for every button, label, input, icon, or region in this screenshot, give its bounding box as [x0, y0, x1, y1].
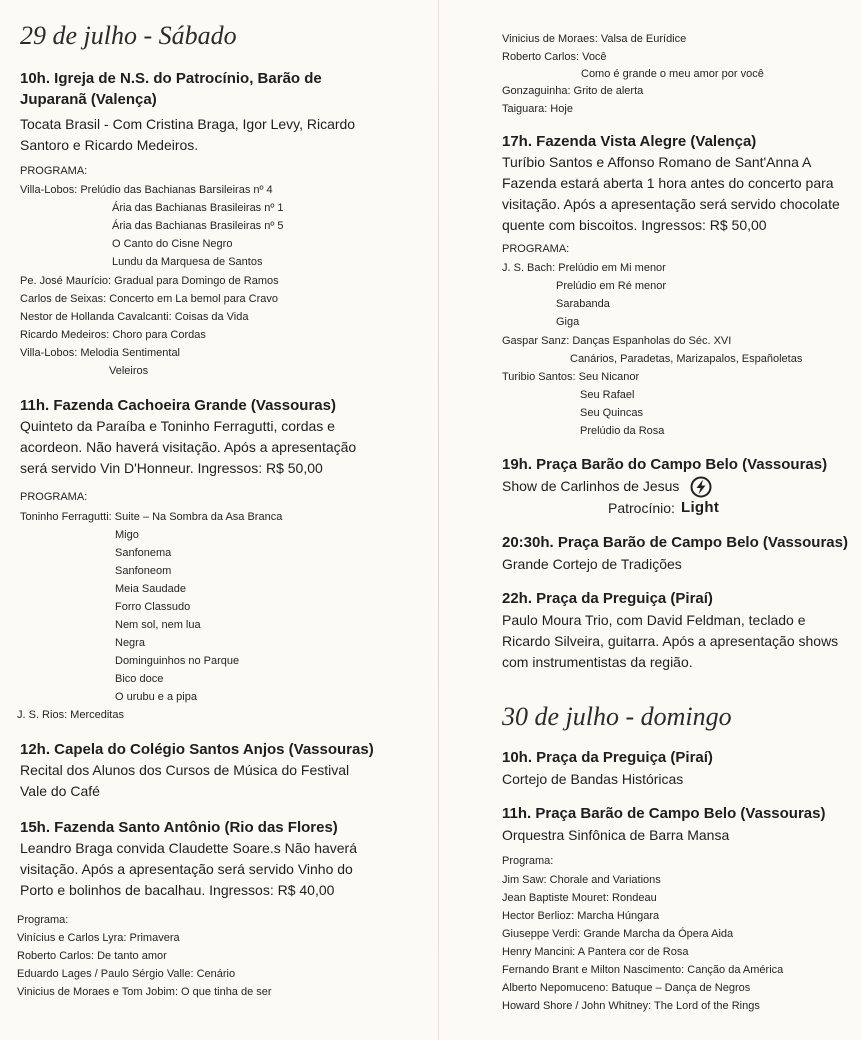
program-item: Villa-Lobos: Melodia Sentimental	[20, 347, 180, 359]
event-title: 11h. Fazenda Cachoeira Grande (Vassouras)	[20, 397, 336, 414]
event-description: Orquestra Sinfônica de Barra Mansa	[502, 827, 730, 843]
event-title: 10h. Igreja de N.S. do Patrocínio, Barão de Juparanã (Valença)	[20, 70, 322, 108]
program-item: Seu Quincas	[580, 407, 643, 419]
event-description: Quinteto da Paraíba e Toninho Ferragutti, cordas e acordeon. Não haverá visitação. Após a apresentação será servido Vin D'Honneur. Ingressos: R$ 50,00	[20, 418, 357, 476]
program-item: Veleiros	[109, 365, 149, 377]
program-item: J. S. Rios: Merceditas	[17, 709, 124, 721]
program-item: Sanfoneom	[115, 565, 172, 577]
program-item: Giuseppe Verdi: Grande Marcha da Ópera Aida	[502, 928, 734, 940]
program-label: Programa:	[17, 914, 69, 926]
program-item: Negra	[115, 637, 145, 649]
program-item: Bico doce	[115, 673, 164, 685]
event-description: Paulo Moura Trio, com David Feldman, teclado e Ricardo Silveira, guitarra. Após a apresentação shows com instrumentistas da região.	[502, 612, 839, 670]
day-title-july-30: 30 de julho - domingo	[502, 702, 732, 731]
event-title: 10h. Praça da Preguiça (Piraí)	[502, 749, 713, 766]
event-description: Recital dos Alunos dos Cursos de Música do Festival Vale do Café	[20, 762, 350, 799]
program-item: Lundu da Marquesa de Santos	[112, 256, 263, 268]
program-label: PROGRAMA:	[20, 491, 88, 503]
program-item: O Canto do Cisne Negro	[112, 238, 233, 250]
event-title: 22h. Praça da Preguiça (Piraí)	[502, 590, 713, 607]
program-item: Meia Saudade	[115, 583, 186, 595]
program-item: Canários, Paradetas, Marizapalos, Españoletas	[570, 353, 803, 365]
program-item: Sanfonema	[115, 547, 172, 559]
event-description: Grande Cortejo de Tradições	[502, 556, 682, 572]
event-description: Turíbio Santos e Affonso Romano de Sant'Anna A Fazenda estará aberta 1 hora antes do concerto para visitação. Após a apresentação será servido chocolate quente com biscoitos. Ingressos: R$ 50,00	[502, 154, 840, 233]
light-bolt-icon	[690, 476, 712, 498]
event-title: 17h. Fazenda Vista Alegre (Valença)	[502, 133, 757, 150]
event-description: Show de Carlinhos de Jesus	[502, 478, 680, 494]
event-description: Cortejo de Bandas Históricas	[502, 771, 684, 787]
program-item: Giga	[556, 316, 580, 328]
program-item: Ária das Bachianas Brasileiras nº 1	[112, 202, 284, 214]
event-title: 20:30h. Praça Barão de Campo Belo (Vassouras)	[502, 534, 848, 551]
program-item: Ricardo Medeiros: Choro para Cordas	[20, 329, 206, 341]
day-title-july-29: 29 de julho - Sábado	[20, 21, 237, 50]
program-item: Roberto Carlos: Você	[502, 51, 607, 63]
event-title: 11h. Praça Barão de Campo Belo (Vassouras)	[502, 805, 826, 822]
program-item: Prelúdio em Ré menor	[556, 280, 667, 292]
program-item: Henry Mancini: A Pantera cor de Rosa	[502, 946, 689, 958]
program-label: Programa:	[502, 855, 554, 867]
program-item: Eduardo Lages / Paulo Sérgio Valle: Cenário	[17, 968, 236, 980]
program-item: Vinicius de Moraes: Valsa de Eurídice	[502, 33, 687, 45]
program-item: Gaspar Sanz: Danças Espanholas do Séc. XVI	[502, 335, 732, 347]
program-item: Taiguara: Hoje	[502, 103, 573, 115]
program-item: J. S. Bach: Prelúdio em Mi menor	[502, 262, 666, 274]
page-fold	[438, 0, 439, 1040]
program-item: Dominguinhos no Parque	[115, 655, 240, 667]
event-title: 19h. Praça Barão do Campo Belo (Vassouras)	[502, 456, 828, 473]
program-item: O urubu e a pipa	[115, 691, 197, 703]
event-description: Tocata Brasil - Com Cristina Braga, Igor Levy, Ricardo Santoro e Ricardo Medeiros.	[20, 116, 356, 153]
program-item: Alberto Nepomuceno: Batuque – Dança de Negros	[502, 982, 751, 994]
event-title: 15h. Fazenda Santo Antônio (Rio das Flores)	[20, 819, 338, 836]
program-item: Villa-Lobos: Prelúdio das Bachianas Barsileiras nº 4	[20, 184, 273, 196]
program-item: Ária das Bachianas Brasileiras nº 5	[112, 220, 284, 232]
sponsor-label: Patrocínio:	[608, 500, 675, 516]
program-item: Migo	[115, 529, 139, 541]
event-description: Leandro Braga convida Claudette Soare.s Não haverá visitação. Após a apresentação será servido Vinho do Porto e bolinhos de bacalhau. Ingressos: R$ 40,00	[20, 840, 357, 898]
program-item: Gonzaguinha: Grito de alerta	[502, 85, 644, 97]
program-item: Seu Rafael	[580, 389, 635, 401]
program-item: Como é grande o meu amor por você	[581, 68, 764, 80]
program-item: Turibio Santos: Seu Nicanor	[502, 371, 640, 383]
program-item: Sarabanda	[556, 298, 610, 310]
program-item: Prelúdio da Rosa	[580, 425, 665, 437]
program-item: Howard Shore / John Whitney: The Lord of the Rings	[502, 1000, 760, 1012]
program-item: Forro Classudo	[115, 601, 191, 613]
program-item: Jim Saw: Chorale and Variations	[502, 874, 661, 886]
sponsor-logo-text: Light	[681, 499, 720, 516]
event-title: 12h. Capela do Colégio Santos Anjos (Vassouras)	[20, 741, 374, 758]
program-item: Hector Berlioz: Marcha Húngara	[502, 910, 660, 922]
program-item: Toninho Ferragutti: Suite – Na Sombra da Asa Branca	[20, 511, 283, 523]
program-item: Jean Baptiste Mouret: Rondeau	[502, 892, 657, 904]
program-item: Fernando Brant e Milton Nascimento: Canção da América	[502, 964, 784, 976]
program-label: PROGRAMA:	[502, 243, 570, 255]
program-item: Vinicius de Moraes e Tom Jobim: O que tinha de ser	[17, 986, 272, 998]
program-item: Carlos de Seixas: Concerto em La bemol para Cravo	[20, 293, 279, 305]
program-item: Nem sol, nem lua	[115, 619, 201, 631]
program-label: PROGRAMA:	[20, 165, 88, 177]
program-item: Vinícius e Carlos Lyra: Primavera	[17, 932, 180, 944]
program-item: Pe. José Maurício: Gradual para Domingo de Ramos	[20, 275, 279, 287]
program-item: Nestor de Hollanda Cavalcanti: Coisas da Vida	[20, 311, 249, 323]
program-item: Roberto Carlos: De tanto amor	[17, 950, 167, 962]
